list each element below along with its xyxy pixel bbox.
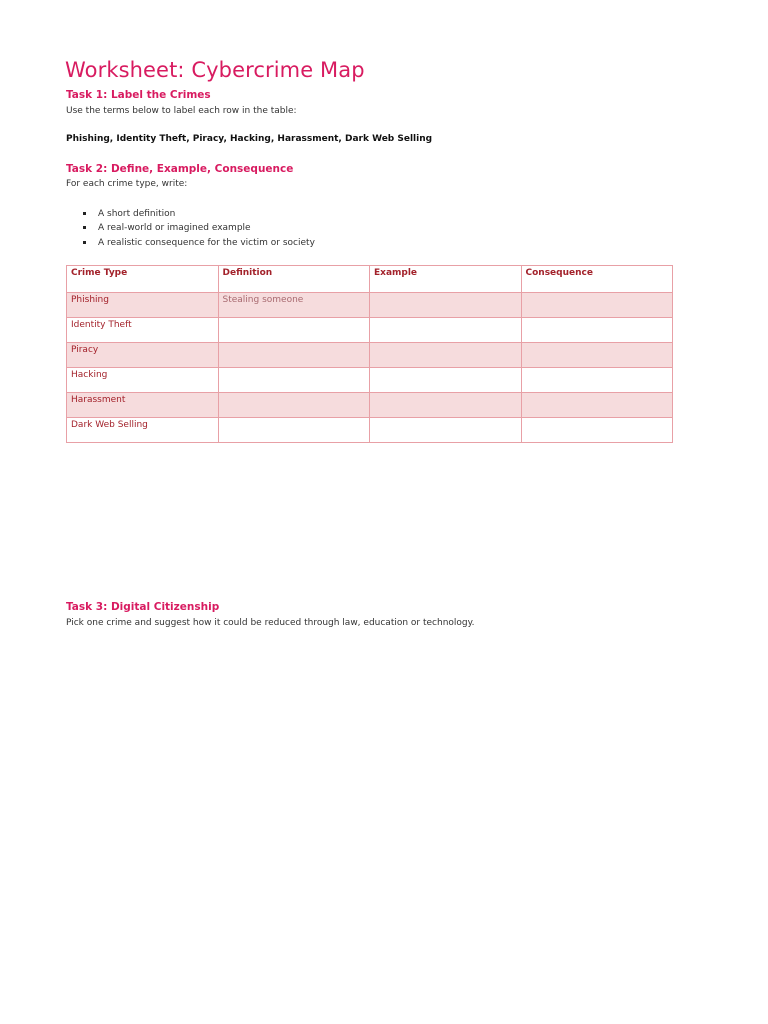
- task2-bullet-list: [66, 207, 315, 250]
- crime-type-cell: Identity Theft: [67, 318, 219, 343]
- example-cell[interactable]: [370, 318, 522, 343]
- task1-instruction: Use the terms below to label each row in the table:: [66, 106, 297, 116]
- definition-cell[interactable]: Stealing someone: [218, 293, 370, 318]
- consequence-cell[interactable]: [521, 293, 673, 318]
- task1-heading: Task 1: Label the Crimes: [66, 89, 211, 101]
- cybercrime-table: [66, 265, 673, 443]
- crime-type-cell: Piracy: [67, 343, 219, 368]
- table-row: [67, 418, 673, 443]
- header-example: Example: [370, 266, 522, 293]
- bullet-item: A realistic consequence for the victim or society: [98, 236, 315, 250]
- definition-cell[interactable]: [218, 418, 370, 443]
- example-cell[interactable]: [370, 393, 522, 418]
- table-row: [67, 343, 673, 368]
- crime-type-cell: Phishing: [67, 293, 219, 318]
- definition-cell[interactable]: [218, 343, 370, 368]
- consequence-cell[interactable]: [521, 418, 673, 443]
- consequence-cell[interactable]: [521, 393, 673, 418]
- crime-type-cell: Hacking: [67, 368, 219, 393]
- definition-cell[interactable]: [218, 368, 370, 393]
- task3-heading: Task 3: Digital Citizenship: [66, 601, 220, 613]
- example-cell[interactable]: [370, 293, 522, 318]
- table-row: [67, 293, 673, 318]
- example-cell[interactable]: [370, 343, 522, 368]
- header-crime-type: Crime Type: [67, 266, 219, 293]
- definition-cell[interactable]: [218, 318, 370, 343]
- table-header-row: [67, 266, 673, 293]
- task2-instruction: For each crime type, write:: [66, 179, 188, 189]
- task1-terms: Phishing, Identity Theft, Piracy, Hacking, Harassment, Dark Web Selling: [66, 134, 433, 144]
- consequence-cell[interactable]: [521, 368, 673, 393]
- header-definition: Definition: [218, 266, 370, 293]
- task2-heading: Task 2: Define, Example, Consequence: [66, 163, 294, 175]
- example-cell[interactable]: [370, 418, 522, 443]
- bullet-item: A real-world or imagined example: [98, 221, 315, 235]
- definition-cell[interactable]: [218, 393, 370, 418]
- task3-instruction: Pick one crime and suggest how it could be reduced through law, education or technology.: [66, 618, 475, 628]
- table-row: [67, 318, 673, 343]
- table-row: [67, 368, 673, 393]
- crime-type-cell: Harassment: [67, 393, 219, 418]
- consequence-cell[interactable]: [521, 343, 673, 368]
- example-cell[interactable]: [370, 368, 522, 393]
- header-consequence: Consequence: [521, 266, 673, 293]
- bullet-item: A short definition: [98, 207, 315, 221]
- crime-type-cell: Dark Web Selling: [67, 418, 219, 443]
- table-row: [67, 393, 673, 418]
- page-title: Worksheet: Cybercrime Map: [65, 58, 365, 82]
- consequence-cell[interactable]: [521, 318, 673, 343]
